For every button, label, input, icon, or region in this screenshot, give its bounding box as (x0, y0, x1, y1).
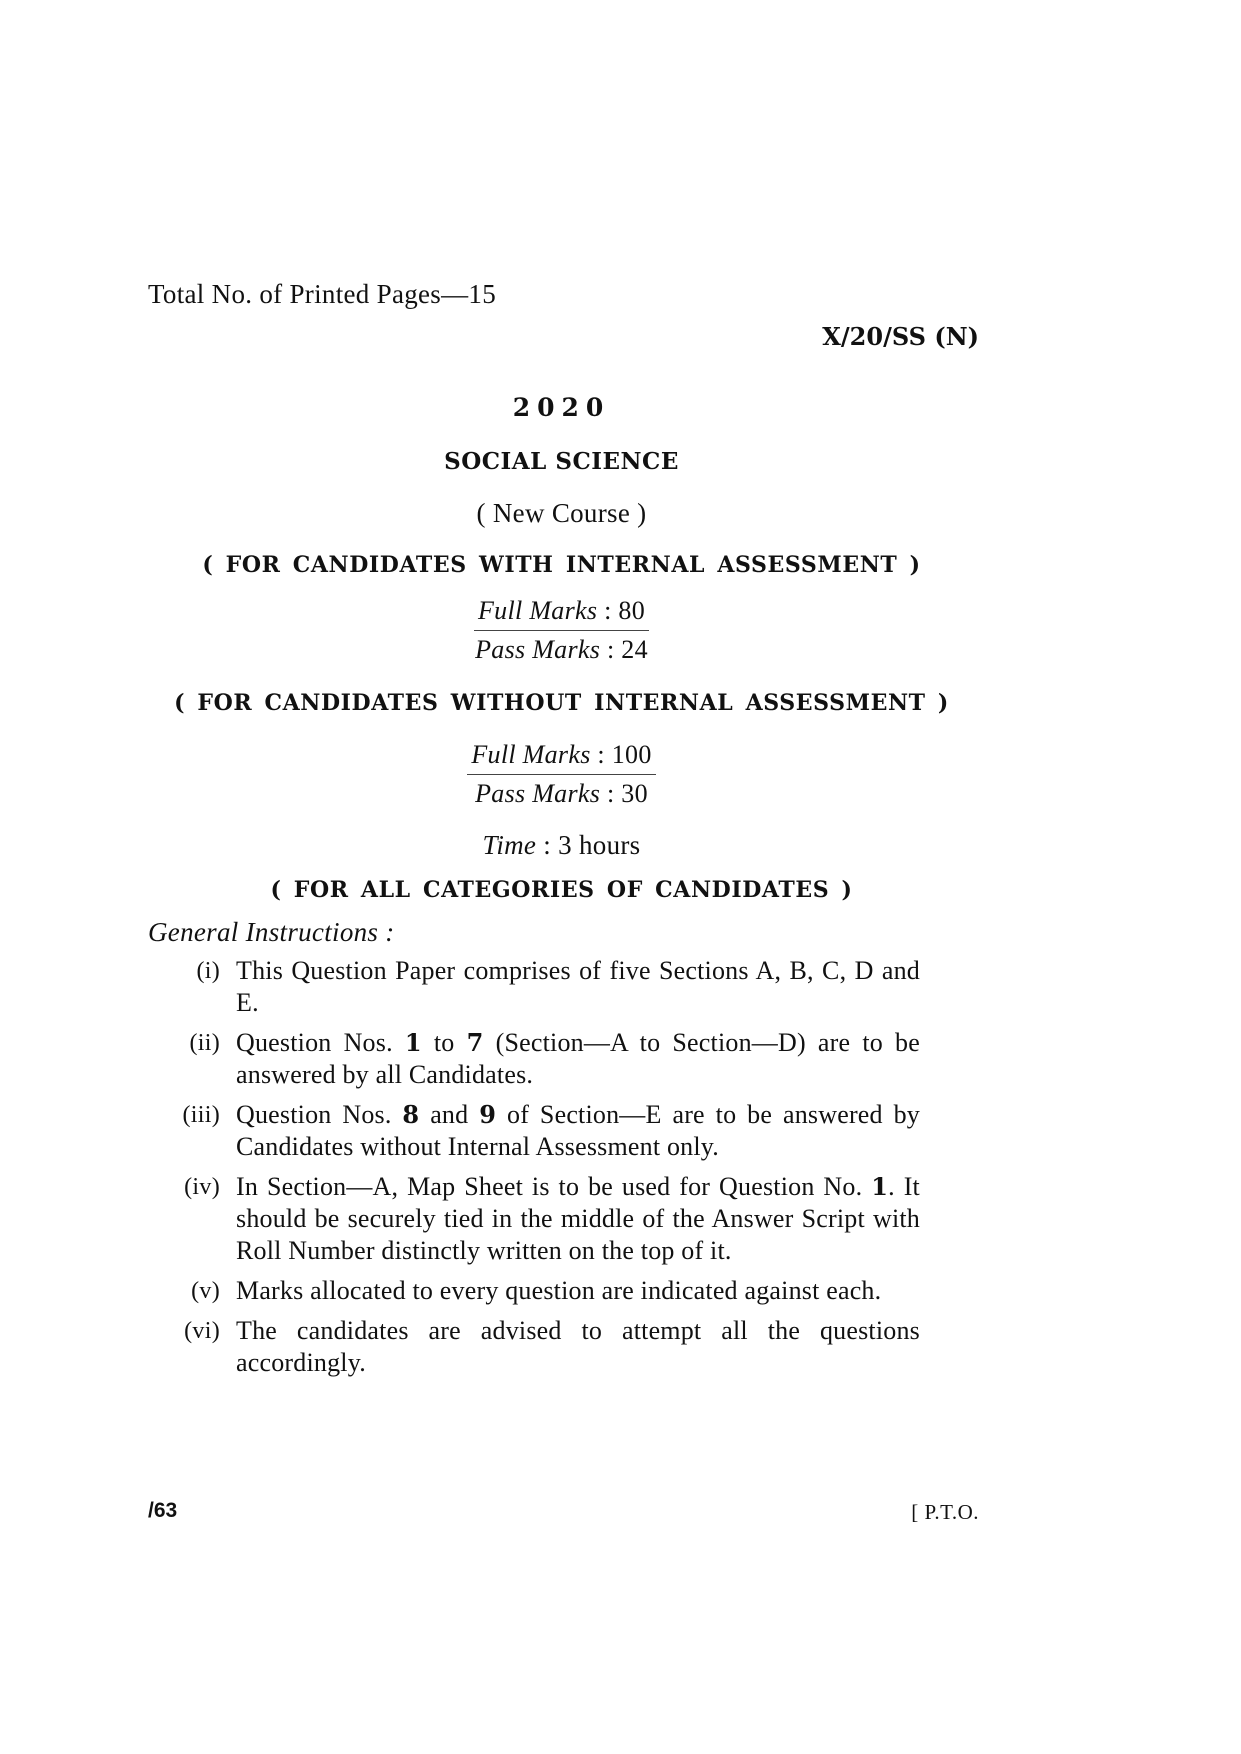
total-printed-pages: Total No. of Printed Pages—15 (148, 279, 497, 309)
pass-marks: Pass Marks : 30 (475, 779, 648, 808)
full-marks-value: 80 (618, 596, 645, 625)
instruction-item (148, 1315, 920, 1379)
instruction-number: (v) (191, 1278, 220, 1304)
pass-marks-value: 24 (621, 635, 648, 664)
instruction-text: Question Nos. 8 and 9 of Section—E are to be answered by Candidates without Internal Assessment only. (236, 1100, 921, 1161)
instruction-text: The candidates are advised to attempt all the questions accordingly. (236, 1316, 920, 1377)
exam-year: 2020 (512, 393, 611, 422)
footer-pto: [ P.T.O. (911, 1500, 979, 1524)
footer-page-code: /63 (148, 1499, 178, 1522)
instruction-number: (iii) (182, 1102, 220, 1128)
all-categories-heading: ( FOR ALL CATEGORIES OF CANDIDATES ) (270, 877, 853, 903)
instruction-number: (iv) (184, 1174, 220, 1200)
category-heading-with-ia: ( FOR CANDIDATES WITH INTERNAL ASSESSMENT ) (202, 552, 921, 578)
course-label: ( New Course ) (476, 498, 647, 528)
full-marks: Full Marks : 80 (474, 596, 649, 631)
instruction-item (148, 955, 920, 1019)
paper-code: X/20/SS (N) (822, 322, 979, 351)
full-marks-label: Full Marks (478, 596, 598, 625)
full-marks: Full Marks : 100 (467, 740, 655, 775)
instruction-item (148, 1099, 920, 1163)
full-marks-value: 100 (611, 740, 652, 769)
time-value: 3 hours (558, 830, 641, 860)
marks-block-without-ia (0, 740, 1123, 809)
pass-marks-label: Pass Marks (475, 635, 601, 664)
exam-time: Time : 3 hours (482, 830, 641, 860)
subject-title: SOCIAL SCIENCE (444, 448, 679, 475)
instruction-text: Marks allocated to every question are indicated against each. (236, 1276, 882, 1305)
pass-marks-label: Pass Marks (475, 779, 601, 808)
full-marks-label: Full Marks (471, 740, 591, 769)
instruction-item (148, 1171, 920, 1267)
instruction-item (148, 1275, 920, 1307)
time-label: Time (482, 830, 537, 860)
general-instructions-title: General Instructions : (148, 917, 395, 947)
instruction-text: In Section—A, Map Sheet is to be used for Question No. 1. It should be securely tied in the middle of the Answer Script with Roll Number distinctly written on the top of it. (236, 1172, 920, 1265)
marks-block-with-ia (0, 596, 1123, 665)
instruction-number: (i) (196, 958, 220, 984)
instruction-item (148, 1027, 920, 1091)
pass-marks: Pass Marks : 24 (475, 635, 648, 664)
instruction-text: Question Nos. 1 to 7 (Section—A to Section—D) are to be answered by all Candidates. (236, 1028, 920, 1089)
instructions-list (148, 955, 920, 1387)
pass-marks-value: 30 (621, 779, 648, 808)
category-heading-without-ia: ( FOR CANDIDATES WITHOUT INTERNAL ASSESSMENT ) (174, 690, 949, 716)
instruction-number: (ii) (189, 1030, 220, 1056)
instruction-number: (vi) (184, 1318, 220, 1344)
instruction-text: This Question Paper comprises of five Sections A, B, C, D and E. (236, 956, 920, 1017)
